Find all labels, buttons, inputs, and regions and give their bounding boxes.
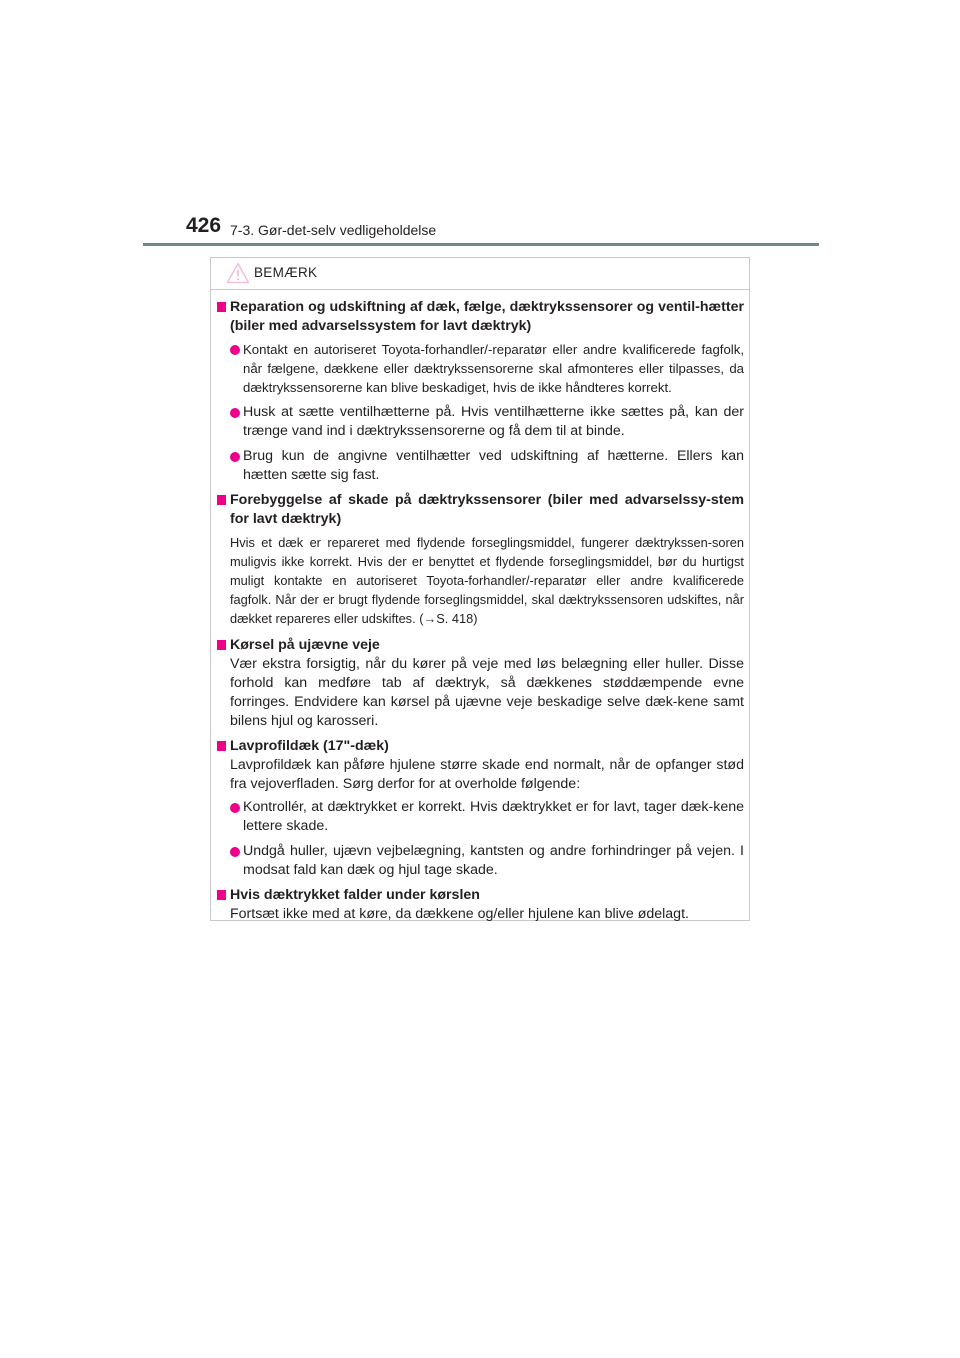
chapter-title: 7-3. Gør-det-selv vedligeholdelse: [230, 222, 437, 238]
section-title: Kørsel på ujævne veje: [217, 636, 744, 655]
note-header: [211, 258, 749, 290]
section-title: Lavprofildæk (17"-dæk): [217, 737, 744, 756]
square-bullet-icon: [217, 890, 226, 900]
round-bullet-icon: [230, 803, 240, 813]
section-title: Reparation og udskiftning af dæk, fælge, dæktrykssensorer og ventil-hætter (biler med advarselssystem for lavt dæktryk): [217, 298, 744, 336]
round-bullet-icon: [230, 847, 240, 857]
list-item: Husk at sætte ventilhætterne på. Hvis ventilhætterne ikke sættes på, kan der trænge vand ind i dæktrykssensorerne og få dem til at binde.: [217, 403, 744, 441]
section-body: Lavprofildæk kan påføre hjulene større skade end normalt, når de opfanger stød fra vejoverfladen. Sørg derfor for at overholde følgende:: [230, 757, 744, 792]
list-item: Kontakt en autoriseret Toyota-forhandler/-reparatør eller andre kvalificerede fagfolk, når fælgene, dækkene eller dæktrykssensorerne skal afmonteres eller tilpasses, da dæktrykssensorerne kan blive beskadiget, hvis de ikke håndteres korrekt.: [217, 340, 744, 397]
section-title: Forebyggelse af skade på dæktrykssensorer (biler med advarselssy-stem for lavt dæktryk): [217, 491, 744, 529]
list-item: Brug kun de angivne ventilhætter ved udskiftning af hætterne. Ellers kan hætten sætte sig fast.: [217, 447, 744, 485]
round-bullet-icon: [230, 408, 240, 418]
square-bullet-icon: [217, 495, 226, 505]
section-body: Fortsæt ikke med at køre, da dækkene og/eller hjulene kan blive ødelagt.: [230, 906, 689, 922]
list-item: Undgå huller, ujævn vejbelægning, kantsten og andre forhindringer på vejen. I modsat fald kan dæk og hjul tage skade.: [217, 842, 744, 880]
section-body: Hvis et dæk er repareret med flydende forseglingsmiddel, fungerer dæktrykssen-soren muligvis ikke korrekt. Hvis der er benyttet et flydende forseglingsmiddel, bør du hurtigst muligt kontakte en autoriseret Toyota-forhandler/-reparatør eller andre kvalificerede fagfolk. Når der er brugt flydende forseglingsmiddel, skal dæktrykssensoren udskiftes, når dækket repareres eller udskiftes. (→S. 418): [230, 535, 744, 626]
square-bullet-icon: [217, 302, 226, 312]
square-bullet-icon: [217, 741, 226, 751]
round-bullet-icon: [230, 345, 240, 355]
warning-triangle-icon: [226, 262, 250, 284]
note-box: [210, 257, 750, 921]
header-rule: [143, 243, 819, 246]
page-number: 426: [186, 214, 222, 237]
section-body: Vær ekstra forsigtig, når du kører på veje med løs belægning eller huller. Disse forhold kan medføre tab af dæktryk, så dækkenes støddæmpende evne forringes. Endvidere kan kørsel på ujævne veje beskadige selve dæk-kene samt bilens hjul og karosseri.: [230, 656, 744, 729]
list-item: Kontrollér, at dæktrykket er korrekt. Hvis dæktrykket er for lavt, tager dæk-kene lettere skade.: [217, 798, 744, 836]
square-bullet-icon: [217, 640, 226, 650]
section-title: Hvis dæktrykket falder under kørslen: [217, 886, 744, 905]
round-bullet-icon: [230, 452, 240, 462]
note-content: [217, 298, 744, 924]
note-label: BEMÆRK: [254, 265, 318, 280]
